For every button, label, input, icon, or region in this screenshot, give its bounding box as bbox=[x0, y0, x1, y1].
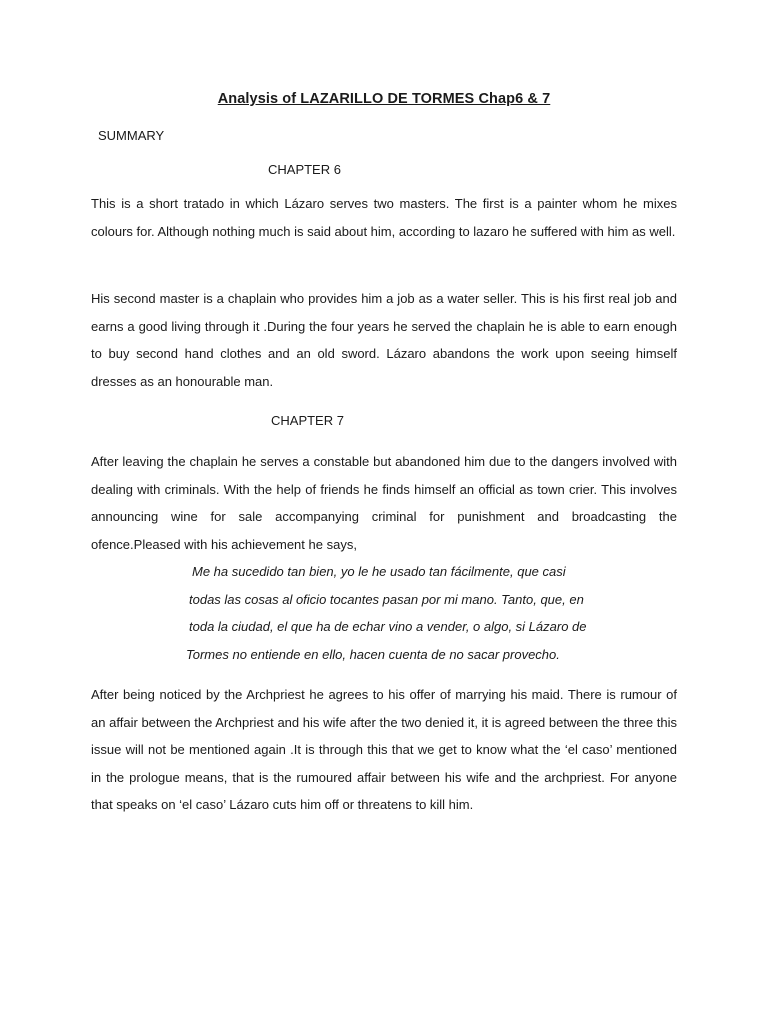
quote-line: Me ha sucedido tan bien, yo le he usado tan fácilmente, que casi bbox=[192, 564, 566, 579]
quote-line: toda la ciudad, el que ha de echar vino a vender, o algo, si Lázaro de bbox=[189, 619, 587, 634]
chapter-6-paragraph-2: His second master is a chaplain who provides him a job as a water seller. This is his first real job and earns a good living through it .During the four years he served the chaplain he is able to earn enough to buy second hand clothes and an old sword. Lázaro abandons the work upon seeing himself dresses as an honourable man. bbox=[91, 291, 677, 389]
document-title: Analysis of LAZARILLO DE TORMES Chap6 & 7 bbox=[217, 91, 551, 107]
chapter-7-heading: CHAPTER 7 bbox=[271, 413, 344, 428]
quote-line: todas las cosas al oficio tocantes pasan por mi mano. Tanto, que, en bbox=[189, 592, 584, 607]
chapter-6-paragraph-1: This is a short tratado in which Lázaro serves two masters. The first is a painter whom he mixes colours for. Although nothing much is said about him, according to lazaro he suffered with him as well. bbox=[91, 196, 677, 239]
quote-line: Tormes no entiende en ello, hacen cuenta de no sacar provecho. bbox=[186, 647, 560, 662]
summary-heading: SUMMARY bbox=[98, 128, 165, 143]
chapter-7-paragraph-1: After leaving the chaplain he serves a constable but abandoned him due to the dangers involved with dealing with criminals. With the help of friends he finds himself an official as town crier. This involves announcing wine for sale accompanying criminal for punishment and broadcasting the ofence.Pleased with his achievement he says, bbox=[91, 454, 677, 552]
chapter-6-heading: CHAPTER 6 bbox=[268, 162, 341, 177]
chapter-7-paragraph-2: After being noticed by the Archpriest he agrees to his offer of marrying his maid. There is rumour of an affair between the Archpriest and his wife after the two denied it, it is agreed between the three this issue will not be mentioned again .It is through this that we get to know what the ‘el caso’ mentioned in the prologue means, that is the rumoured affair between his wife and the archpriest. For anyone that speaks on ‘el caso’ Lázaro cuts him off or threatens to kill him. bbox=[91, 687, 677, 812]
